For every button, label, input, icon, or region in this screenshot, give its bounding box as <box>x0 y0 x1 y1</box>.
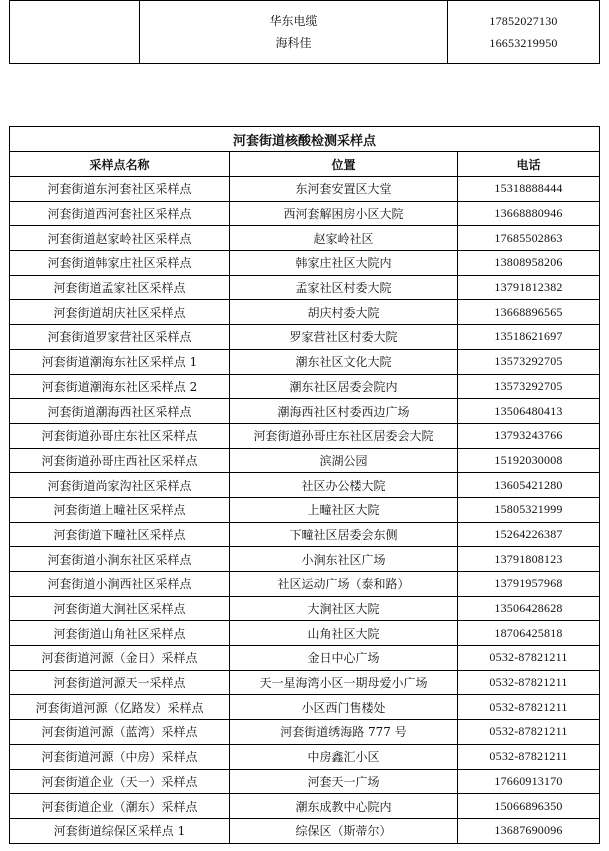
site-phone-cell: 17660913170 <box>458 769 600 794</box>
table-row <box>10 720 600 745</box>
site-name-cell: 河套街道赵家岭社区采样点 <box>10 226 230 251</box>
table-row <box>10 423 600 448</box>
site-location-cell: 孟家社区村委大院 <box>230 275 458 300</box>
site-name-cell: 河套街道河源（亿路发）采样点 <box>10 695 230 720</box>
table-row <box>10 251 600 276</box>
site-location-cell: 滨湖公园 <box>230 448 458 473</box>
empty-cell <box>10 1 140 64</box>
site-location-cell: 河套街道绣海路 777 号 <box>230 720 458 745</box>
site-location-cell: 潮东成教中心院内 <box>230 794 458 819</box>
site-phone-cell: 13573292705 <box>458 374 600 399</box>
company-name: 海科佳 <box>275 36 312 50</box>
site-name-cell: 河套街道河源天一采样点 <box>10 670 230 695</box>
site-phone-cell: 13791808123 <box>458 547 600 572</box>
site-name-cell: 河套街道综保区采样点 1 <box>10 818 230 843</box>
site-phone-cell: 0532-87821211 <box>458 670 600 695</box>
table-row <box>10 547 600 572</box>
site-name-cell: 河套街道河源（蓝湾）采样点 <box>10 720 230 745</box>
site-name-cell: 河套街道企业（潮东）采样点 <box>10 794 230 819</box>
site-location-cell: 天一星海湾小区一期母爱小广场 <box>230 670 458 695</box>
company-name: 华东电缆 <box>269 14 318 28</box>
column-header-location: 位置 <box>230 152 458 177</box>
site-location-cell: 中房鑫汇小区 <box>230 744 458 769</box>
site-phone-cell: 13506428628 <box>458 596 600 621</box>
column-header-phone: 电话 <box>458 152 600 177</box>
table-row <box>10 325 600 350</box>
site-location-cell: 西河套解困房小区大院 <box>230 201 458 226</box>
site-phone-cell: 0532-87821211 <box>458 646 600 671</box>
table-row <box>10 473 600 498</box>
site-location-cell: 罗家营社区村委大院 <box>230 325 458 350</box>
site-phone-cell: 13791957968 <box>458 572 600 597</box>
site-location-cell: 河套街道孙哥庄东社区居委会大院 <box>230 423 458 448</box>
table-row <box>10 275 600 300</box>
table-header-row <box>10 152 600 177</box>
company-cell <box>140 1 448 64</box>
site-name-cell: 河套街道潮海东社区采样点 2 <box>10 374 230 399</box>
site-phone-cell: 13518621697 <box>458 325 600 350</box>
site-phone-cell: 0532-87821211 <box>458 744 600 769</box>
sampling-sites-table <box>9 126 600 844</box>
site-phone-cell: 13668896565 <box>458 300 600 325</box>
phone-number: 17852027130 <box>489 14 558 28</box>
site-name-cell: 河套街道上疃社区采样点 <box>10 497 230 522</box>
table-row <box>10 497 600 522</box>
table-row <box>10 1 600 64</box>
site-name-cell: 河套街道韩家庄社区采样点 <box>10 251 230 276</box>
table-row <box>10 522 600 547</box>
site-location-cell: 潮东社区文化大院 <box>230 349 458 374</box>
site-phone-cell: 13573292705 <box>458 349 600 374</box>
table-row <box>10 695 600 720</box>
site-location-cell: 河套天一广场 <box>230 769 458 794</box>
site-location-cell: 潮海西社区村委西边广场 <box>230 399 458 424</box>
table-row <box>10 818 600 843</box>
site-name-cell: 河套街道山角社区采样点 <box>10 621 230 646</box>
table-row <box>10 621 600 646</box>
column-header-name: 采样点名称 <box>10 152 230 177</box>
site-name-cell: 河套街道河源（中房）采样点 <box>10 744 230 769</box>
site-name-cell: 河套街道河源（金日）采样点 <box>10 646 230 671</box>
site-location-cell: 小涧东社区广场 <box>230 547 458 572</box>
site-phone-cell: 15805321999 <box>458 497 600 522</box>
site-location-cell: 潮东社区居委会院内 <box>230 374 458 399</box>
table-row <box>10 646 600 671</box>
site-name-cell: 河套街道小涧东社区采样点 <box>10 547 230 572</box>
site-phone-cell: 13605421280 <box>458 473 600 498</box>
site-location-cell: 山角社区大院 <box>230 621 458 646</box>
phone-cell <box>448 1 600 64</box>
table-row <box>10 794 600 819</box>
site-name-cell: 河套街道下疃社区采样点 <box>10 522 230 547</box>
table-row <box>10 201 600 226</box>
site-phone-cell: 13668880946 <box>458 201 600 226</box>
site-phone-cell: 18706425818 <box>458 621 600 646</box>
site-phone-cell: 0532-87821211 <box>458 720 600 745</box>
table-row <box>10 744 600 769</box>
site-location-cell: 下疃社区居委会东侧 <box>230 522 458 547</box>
site-phone-cell: 15318888444 <box>458 177 600 202</box>
site-name-cell: 河套街道小涧西社区采样点 <box>10 572 230 597</box>
site-phone-cell: 15264226387 <box>458 522 600 547</box>
site-name-cell: 河套街道东河套社区采样点 <box>10 177 230 202</box>
site-location-cell: 胡庆村委大院 <box>230 300 458 325</box>
site-phone-cell: 0532-87821211 <box>458 695 600 720</box>
table-title-row <box>10 127 600 152</box>
site-location-cell: 社区运动广场（泰和路） <box>230 572 458 597</box>
site-phone-cell: 15066896350 <box>458 794 600 819</box>
table-row <box>10 374 600 399</box>
table-row <box>10 572 600 597</box>
table-row <box>10 226 600 251</box>
site-location-cell: 赵家岭社区 <box>230 226 458 251</box>
site-phone-cell: 13506480413 <box>458 399 600 424</box>
table-row <box>10 399 600 424</box>
phone-number: 16653219950 <box>489 36 558 50</box>
table-row <box>10 596 600 621</box>
table-row <box>10 448 600 473</box>
site-phone-cell: 13793243766 <box>458 423 600 448</box>
top-contact-table <box>9 0 600 64</box>
site-location-cell: 大涧社区大院 <box>230 596 458 621</box>
site-name-cell: 河套街道西河套社区采样点 <box>10 201 230 226</box>
site-location-cell: 社区办公楼大院 <box>230 473 458 498</box>
site-location-cell: 韩家庄社区大院内 <box>230 251 458 276</box>
site-phone-cell: 13791812382 <box>458 275 600 300</box>
site-name-cell: 河套街道潮海西社区采样点 <box>10 399 230 424</box>
table-row <box>10 177 600 202</box>
table-body <box>10 177 600 844</box>
site-name-cell: 河套街道胡庆社区采样点 <box>10 300 230 325</box>
site-location-cell: 综保区（斯蒂尔） <box>230 818 458 843</box>
site-name-cell: 河套街道孙哥庄东社区采样点 <box>10 423 230 448</box>
table-title: 河套街道核酸检测采样点 <box>10 127 600 152</box>
site-phone-cell: 15192030008 <box>458 448 600 473</box>
site-phone-cell: 13808958206 <box>458 251 600 276</box>
site-name-cell: 河套街道企业（天一）采样点 <box>10 769 230 794</box>
site-name-cell: 河套街道潮海东社区采样点 1 <box>10 349 230 374</box>
site-name-cell: 河套街道孙哥庄西社区采样点 <box>10 448 230 473</box>
site-phone-cell: 17685502863 <box>458 226 600 251</box>
site-location-cell: 金日中心广场 <box>230 646 458 671</box>
site-name-cell: 河套街道大涧社区采样点 <box>10 596 230 621</box>
table-row <box>10 300 600 325</box>
site-name-cell: 河套街道罗家营社区采样点 <box>10 325 230 350</box>
table-row <box>10 670 600 695</box>
site-phone-cell: 13687690096 <box>458 818 600 843</box>
site-location-cell: 东河套安置区大堂 <box>230 177 458 202</box>
site-name-cell: 河套街道尚家沟社区采样点 <box>10 473 230 498</box>
table-row <box>10 769 600 794</box>
table-row <box>10 349 600 374</box>
site-name-cell: 河套街道孟家社区采样点 <box>10 275 230 300</box>
site-location-cell: 上疃社区大院 <box>230 497 458 522</box>
site-location-cell: 小区西门售楼处 <box>230 695 458 720</box>
